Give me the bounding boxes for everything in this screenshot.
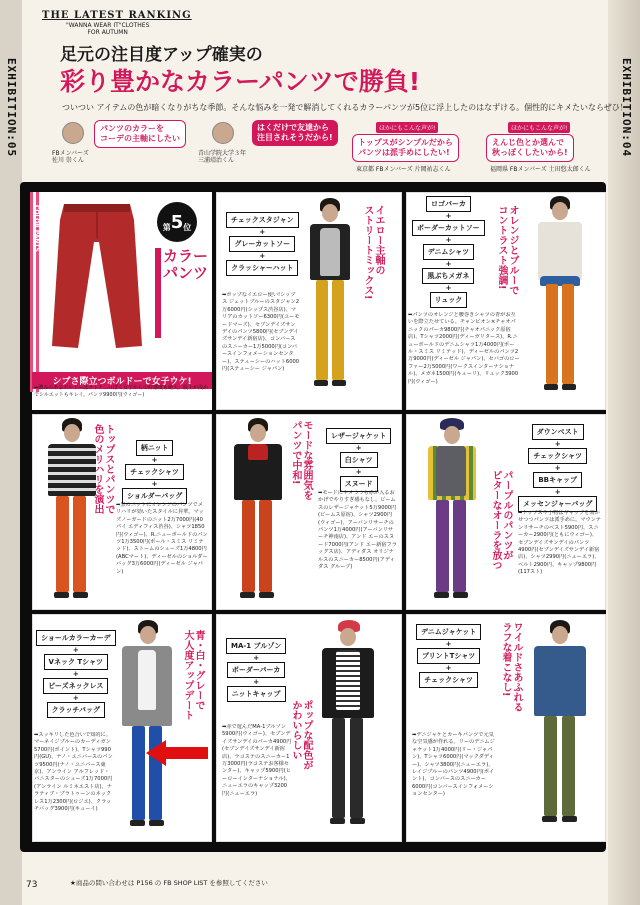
- item-6-4: クラッチバッグ: [47, 702, 105, 718]
- item-list-4: レザージャケット + 白シャツ + スヌード: [326, 428, 391, 492]
- outfit-copy-7: ポップな配色が かわいらしい: [290, 700, 312, 770]
- item-list-8: デニムジャケット + プリントTシャツ + チェックシャツ: [416, 624, 481, 688]
- voice-tag-4: ほかにもこんな声が!: [508, 122, 570, 133]
- item-8-2: プリントTシャツ: [417, 648, 480, 664]
- item-list-7: MA-1 ブルゾン + ボーダーパーカ + ニットキャップ: [226, 638, 286, 702]
- voice-bubble-1: パンツのカラーを コーデの主軸にしたい: [94, 120, 186, 148]
- model-photo-8: [528, 620, 592, 834]
- item-list-3: 柄ニット + チェックシャツ + ショルダーバッグ: [122, 440, 187, 504]
- outfit-desc-2: ➡パンツのオレンジと腰巻きシャツの青がお互いを際立たせている。チャンピオン×チャオパニックのパーカ9800円(チャオパニック原宿店)、Tシャツ2000円(ディーガリタース)、R.ニューボールドのデニムシャツ1万4000円(ポール・スミス リミテッド)、ディーゼルのパンツ2万9000円(ディーゼル ジャパン)、セバゴのローファー2万5000円(ワークスインターナショナル)、メガネ1500円(キューリ)、リュック3900円(ウィゴー): [408, 312, 520, 385]
- item-3-3: ショルダーバッグ: [122, 488, 187, 504]
- model-photo-7: [316, 620, 380, 834]
- item-list-5: ダウンベスト + チェックシャツ + BBキャップ + メッセンジャーバッグ: [518, 424, 597, 512]
- item-6-2: Vネック Tシャツ: [44, 654, 109, 670]
- item-list-6: ショールカラーカーデ + Vネック Tシャツ + ビーズネックレス + クラッチバッグ: [36, 630, 116, 718]
- item-7-3: ニットキャップ: [227, 686, 286, 702]
- item-list-2: ロゴパーカ + ボーダーカットソー + デニムシャツ + 黒ぶちメガネ + リュック: [412, 196, 485, 308]
- outfit-desc-3: ➡黒のニットにオレンジのパンツでメリハリが効いたスタイルに昇華。マッズノーガードのニット2万7000円(40 パイ エディフィス渋谷)、シャツ1850円(ウィゴー)、R.ニューボールドのパンツ1万3500円(ポール・スミス リミテッド)、ストームのシューズ1万4800円(ABCマート)、ディーゼルのショルダーバッグ3万6000円(ディーゼル ジャパン): [116, 502, 208, 575]
- voice-bubble-4: えんじ色とか選んで 秋っぽくしたいから!: [486, 134, 574, 162]
- item-5-2: チェックシャツ: [528, 448, 587, 464]
- model-photo-2: [530, 196, 590, 404]
- page-title-line2: 彩り豊かなカラーパンツで勝負!: [60, 67, 421, 96]
- rank-suffix: 位: [183, 223, 192, 232]
- item-3-2: チェックシャツ: [125, 464, 184, 480]
- outfit-copy-5: パープルのパンツが ピターなオーラを放つ: [490, 470, 512, 570]
- category-title: カラーパンツ: [163, 247, 209, 282]
- item-7-2: ボーダーパーカ: [227, 662, 286, 678]
- outfit-desc-7: ➡赤で遊んだMA-1ブルゾン5900円(ウィゴー)、セブンデイズサンデイのパーカ4900円(セブンデイズサンデイ新宿店)、ラコステのスニーカー1万3000円(ラコステお客様センター)、キャップ5900円(ヒーローインターナショナル)、ニューエラのキャップ3200円(ニューエラ): [222, 724, 292, 797]
- outfit-copy-2: オレンジとブルーで コントラスト強調!: [496, 205, 518, 295]
- color-pants-label: COLOR PANTS: [33, 205, 40, 252]
- rank-badge: [157, 202, 197, 242]
- outfit-copy-3: トップスとパンツで 色のメリハリを演出: [92, 424, 114, 514]
- item-4-2: 白シャツ: [340, 452, 378, 468]
- category-stripe: [155, 248, 161, 338]
- item-list-1: チェックスタジャン + グレーカットソー + クラッシャーハット: [226, 212, 299, 276]
- voice-person-1: FBメンバーズ 佐川 崇くん: [52, 150, 89, 164]
- item-2-3: デニムシャツ: [423, 244, 475, 260]
- avatar-sagawa: [62, 122, 84, 144]
- item-8-1: デニムジャケット: [416, 624, 481, 640]
- outfit-desc-8: ➡デニジャケとカーキパンツで元気な空気感が作れる。リーのデニムジャケット1万4000円(リー・ジャパン)、Tシャツ6000円(マックダディー)、シャツ3800円(ニューエラ)、レイジブルーのパンツ4900円(ポイント)、コンバースのスニーカー6000円(コンバースインフォメーションセンター): [412, 732, 495, 798]
- burgundy-pants-image: [42, 196, 152, 356]
- item-4-1: レザージャケット: [326, 428, 391, 444]
- item-2-1: ロゴパーカ: [426, 196, 471, 212]
- item-2-4: 黒ぶちメガネ: [422, 268, 474, 284]
- voice-bubble-2: はくだけで友達から 注目されそうだから!: [252, 120, 338, 146]
- avatar-miura: [212, 122, 234, 144]
- header-sub-line1: "WANNA WEAR IT"CLOTHES: [66, 22, 150, 29]
- item-5-1: ダウンベスト: [532, 424, 584, 440]
- model-photo-5: [420, 418, 482, 606]
- item-8-3: チェックシャツ: [419, 672, 478, 688]
- item-1-3: クラッシャーハット: [226, 260, 298, 276]
- voice-person-4: 福岡県 FBメンバーズ 土田悠太郎くん: [490, 166, 591, 173]
- model-photo-1: [300, 198, 360, 403]
- item-5-4: メッセンジャーバッグ: [518, 496, 597, 512]
- item-5-3: BBキャップ: [533, 472, 582, 488]
- outfit-desc-6: ➡スッキリした色合いで知的に。マーネイジブルーのカーディガン5700円(ポイント)、Tシャツ990円(GU)、ナノ・ユニバースのパンツ9500円(ナノ・ユニバース東京)、アンライン アルフレッド・バニスターのシューズ1万7000円(アンライン ルミネエスト店)、ナラティブ・ブラトゥーンのネックレス1万2300円(ロジエ)、クラッチバッグ3900円(キューイ): [34, 732, 113, 813]
- side-label-left: EXHIBITION:05: [5, 58, 18, 158]
- model-photo-6: [114, 620, 180, 834]
- item-6-3: ビーズネックレス: [43, 678, 108, 694]
- outfit-copy-4: モードな雰囲気を パンツで中和!: [290, 420, 312, 500]
- model-photo-4: [226, 418, 288, 606]
- footer-note: ★商品の問い合わせは P156 の FB SHOP LIST を参照してください: [70, 879, 268, 887]
- outfit-desc-4: ➡モードにキメつつも赤が入るおかげでやりすぎ感もなし。ビームスのレザージャケット5万9000円(ビームス原宿)、シャツ2900円(ウィゴー)、アーバンリサーチのパンツ1万4000円(アーバンリサーチ神南店)、アンド エーのスヌード7000円(アンド エー新宿フラッグス店)、アディダス オリジナルスのスニーカー8500円(アディダス グループ): [318, 490, 397, 571]
- header-latest-ranking: THE LATEST RANKING: [42, 10, 192, 21]
- feature-slogan: シブさ際立つボルドーで女子ウケ!: [32, 372, 212, 389]
- lead-text: ついつい アイテムの色が暗くなりがちな季節。そんな悩みを一発で解消してくれるカラーパンツが5位に浮上したのはなずける。個性的にキメたいならぜひ！: [62, 103, 628, 112]
- item-4-3: スヌード: [340, 476, 378, 492]
- header-subtitle: [66, 22, 149, 36]
- page-title-line1: 足元の注目度アップ確実の: [60, 45, 263, 65]
- feature-description: ➡濃みのあるボルドーはオトナ...っぽく女子からの好感度も絶大。股上が浅めでシルエットもキレイ。パンツ9900円(ウィゴー): [34, 385, 208, 398]
- item-1-2: グレーカットソー: [229, 236, 295, 252]
- outfit-copy-6: 青・白・グレーで 大人度アップデート: [182, 630, 204, 720]
- voice-bubble-3: トップスがシンプルだから パンツは派手めにしたい!: [352, 134, 459, 162]
- header-sub-line2: FOR AUTUMN: [87, 29, 128, 36]
- item-6-1: ショールカラーカーデ: [36, 630, 116, 646]
- item-3-1: 柄ニット: [136, 440, 174, 456]
- item-1-1: チェックスタジャン: [226, 212, 299, 228]
- outfit-copy-8: ワイルドさあふれる ラフな着こなし!: [500, 622, 522, 712]
- item-2-2: ボーダーカットソー: [412, 220, 485, 236]
- rank-prefix: 第: [162, 223, 171, 232]
- page-number: 73: [26, 880, 38, 890]
- outfit-desc-1: ➡ポップなイエロー使い!シップス ジェットブルーのスタジャン2万6000円(シップス渋谷店)、マリアのカットソー6300円(ユーモードマーズ)、セブンデイズサンデイのパンツ5800円(セブンデイズサンデイ新宿店)、コンバースのスニーカー1万5000円(コンバースインフォメーションセンター)、ステューシーのハット6000円(ステューシー ジャパン): [222, 292, 300, 373]
- side-label-right: EXHIBITION:04: [620, 58, 633, 158]
- voice-person-2: 青山学院大学３年 三浦靖治くん: [198, 150, 247, 164]
- outfit-copy-1: イエロー主軸の ストリートミックス!: [362, 205, 384, 300]
- rank-number: 5: [170, 212, 184, 233]
- outfit-desc-5: ➡トップスや小物はギャップを効かせつつパンツは派手めに。マウンテンリサーチのベスト5900円、スニーカー2900円(ともにウィゴー)、セブンデイズサンデイのパンツ4900円(セブンデイズサンデイ新宿店)、シャツ2990円(ニューエラ)、ベルト2900円、キャップ9800円(117スト): [518, 510, 602, 576]
- item-2-5: リュック: [430, 292, 468, 308]
- red-arrow-annotation: [146, 740, 210, 766]
- voice-person-3: 東京都 FBメンバーズ 片岡祐志くん: [356, 166, 451, 173]
- voice-tag-3: ほかにもこんな声が!: [376, 122, 438, 133]
- item-7-1: MA-1 ブルゾン: [226, 638, 286, 654]
